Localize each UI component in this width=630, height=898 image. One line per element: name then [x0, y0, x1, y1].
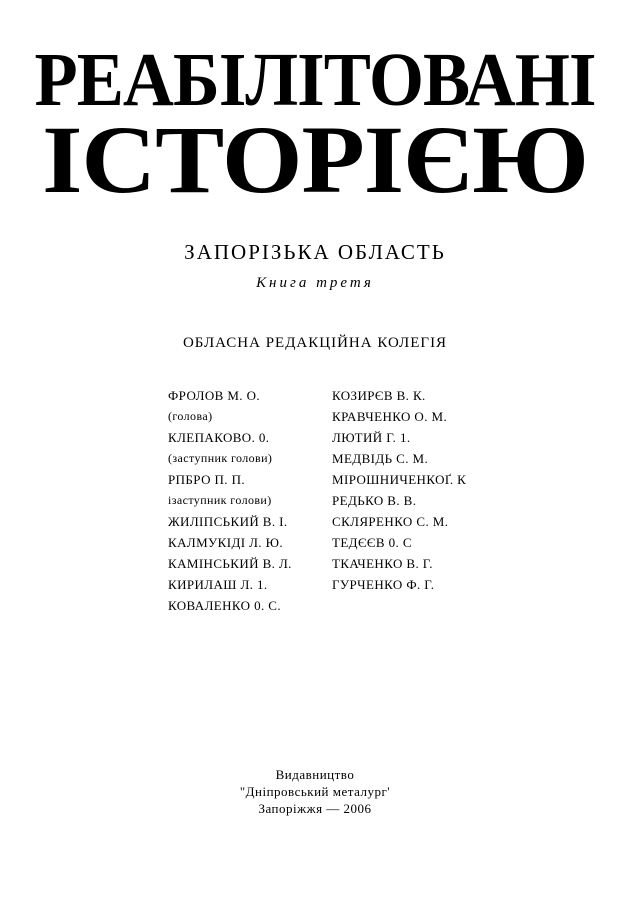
- member-name: КОЗИРЄВ В. К.: [332, 388, 426, 403]
- member-name: КРАВЧЕНКО О. М.: [332, 409, 448, 424]
- member-name: КИРИЛАШ Л. 1.: [168, 577, 268, 592]
- member-name: КЛЕПАКОВО. 0.: [168, 430, 270, 445]
- member-name: РЕДЬКО В. В.: [332, 493, 417, 508]
- member-name: ЖИЛІПСЬКИЙ В. І.: [168, 514, 288, 529]
- publisher-block: [0, 766, 630, 817]
- publisher-name: "Дніпровський металург': [239, 784, 391, 799]
- member-name: КАМІНСЬКИЙ В. Л.: [168, 556, 292, 571]
- editorial-board-heading: ОБЛАСНА РЕДАКЦІЙНА КОЛЕГІЯ: [182, 335, 448, 351]
- member-name: МІРОШНИЧЕНКОҐ. К: [332, 472, 467, 487]
- member-name: ФРОЛОВ М. О.: [168, 388, 261, 403]
- member-name: ЛЮТИЙ Г. 1.: [332, 430, 411, 445]
- member-name: КАЛМУКІДІ Л. Ю.: [168, 535, 284, 550]
- member-name: ТЕДЄЄВ 0. С: [332, 535, 412, 550]
- member-name: ГУРЧЕНКО Ф. Г.: [332, 577, 435, 592]
- book-title-line-1: РЕАБІЛІТОВАНІ: [34, 38, 596, 122]
- region-heading: ЗАПОРІЗЬКА ОБЛАСТЬ: [184, 240, 446, 264]
- member-name: СКЛЯРЕНКО С. М.: [332, 514, 449, 529]
- member-role: (заступник голови): [168, 451, 273, 465]
- publisher-label: Видавництво: [275, 767, 355, 782]
- publication-place-year: Запоріжжя — 2006: [258, 801, 372, 816]
- member-name: МЕДВІДЬ С. М.: [332, 451, 429, 466]
- member-role: (голова): [168, 409, 213, 423]
- member-name: КОВАЛЕНКО 0. С.: [168, 598, 282, 613]
- book-title-line-2: ІСТОРІЄЮ: [42, 106, 588, 213]
- member-name: ТКАЧЕНКО В. Г.: [332, 556, 433, 571]
- board-members-left: [168, 385, 292, 616]
- board-members-right: [332, 385, 466, 595]
- book-number: Книга третя: [256, 275, 374, 291]
- member-name: РПБРО П. П.: [168, 472, 246, 487]
- member-role: ізаступник голови): [168, 493, 272, 507]
